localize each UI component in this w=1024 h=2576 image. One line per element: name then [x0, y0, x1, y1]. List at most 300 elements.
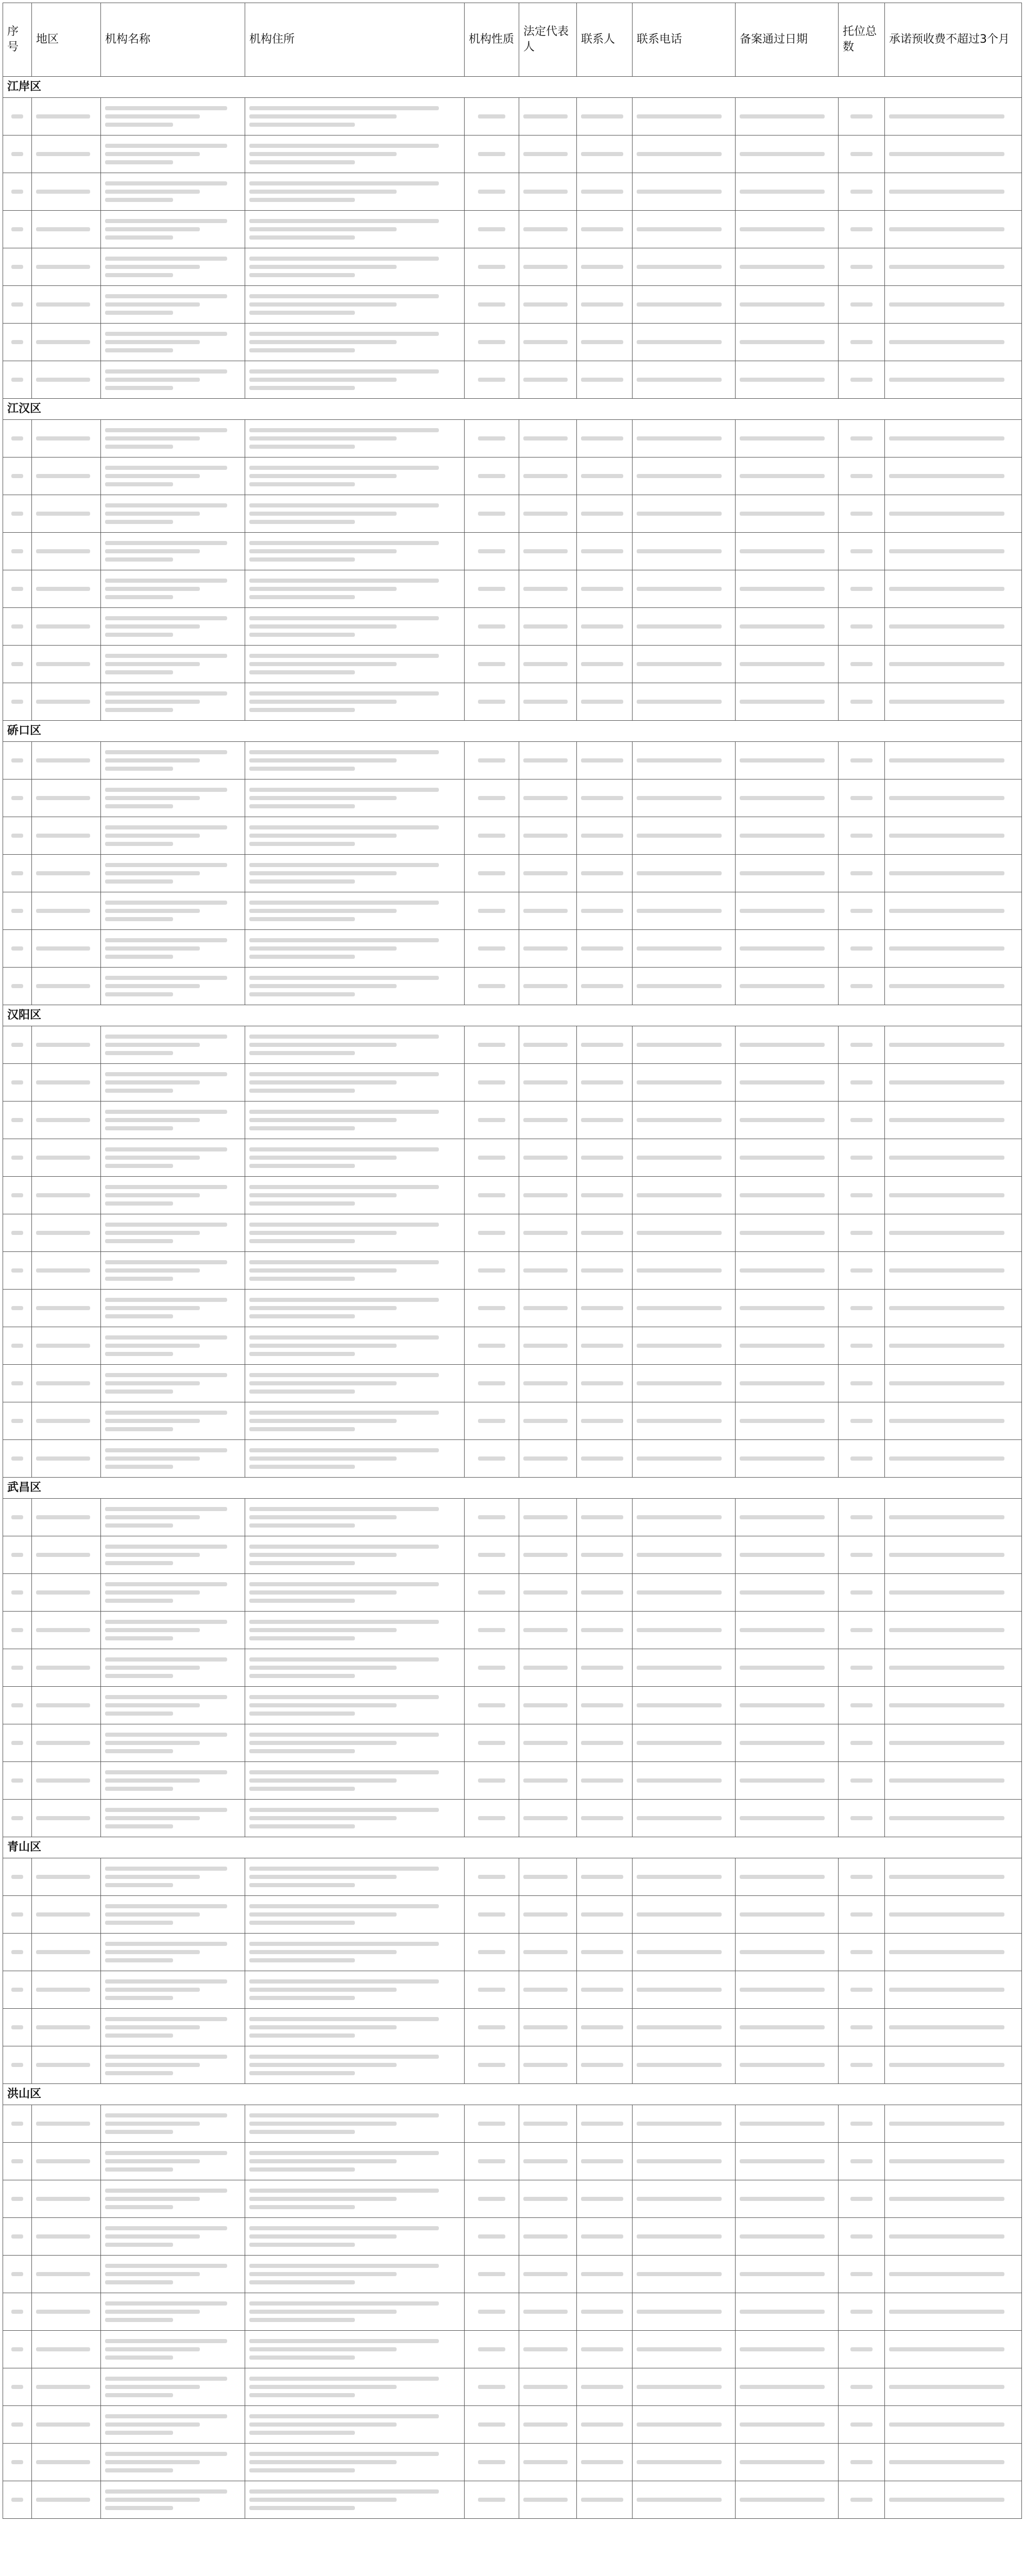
cell-phone — [633, 495, 736, 533]
cell-phone — [633, 361, 736, 399]
cell-district — [32, 1858, 101, 1896]
text-placeholder — [249, 114, 397, 118]
text-placeholder — [249, 1277, 355, 1281]
text-placeholder — [249, 2017, 439, 2021]
cell-org-type — [465, 930, 519, 968]
cell-phone — [633, 930, 736, 968]
cell-phone — [633, 211, 736, 248]
text-placeholder — [740, 871, 825, 875]
table-row — [3, 2105, 1022, 2143]
cell-contact — [577, 1499, 633, 1536]
cell-prepay-pledge — [885, 646, 1022, 683]
text-placeholder — [249, 265, 397, 269]
text-placeholder — [581, 1231, 623, 1235]
section-label: 江岸区 — [3, 77, 1022, 98]
text-placeholder — [523, 871, 568, 875]
text-placeholder — [105, 917, 173, 921]
text-placeholder — [523, 758, 568, 762]
cell-legal-rep — [519, 361, 577, 399]
text-placeholder — [105, 2071, 173, 2075]
text-placeholder — [889, 1515, 1004, 1519]
cell-org-name — [101, 2406, 245, 2444]
text-placeholder — [249, 976, 439, 980]
text-placeholder — [249, 1628, 397, 1632]
text-placeholder — [478, 1875, 505, 1879]
text-placeholder — [637, 871, 722, 875]
cell-org-name — [101, 1724, 245, 1762]
text-placeholder — [478, 1043, 505, 1047]
cell-org-type — [465, 1574, 519, 1612]
text-placeholder — [105, 1620, 227, 1624]
text-placeholder — [581, 1306, 623, 1310]
text-placeholder — [105, 1733, 227, 1737]
text-placeholder — [249, 1875, 397, 1879]
cell-district — [32, 533, 101, 570]
cell-contact — [577, 779, 633, 817]
cell-org-type — [465, 570, 519, 608]
cell-legal-rep — [519, 817, 577, 855]
cell-filing-date — [736, 1574, 839, 1612]
text-placeholder — [11, 2272, 23, 2276]
text-placeholder — [637, 1080, 722, 1084]
cell-index — [3, 98, 32, 135]
cell-org-name — [101, 2143, 245, 2180]
text-placeholder — [105, 1958, 173, 1962]
text-placeholder — [249, 1867, 439, 1871]
text-placeholder — [105, 1942, 227, 1946]
cell-legal-rep — [519, 1762, 577, 1800]
text-placeholder — [581, 946, 623, 951]
text-placeholder — [478, 834, 505, 838]
text-placeholder — [105, 691, 227, 696]
cell-filing-date — [736, 2368, 839, 2406]
table-row — [3, 286, 1022, 324]
text-placeholder — [523, 1268, 568, 1273]
text-placeholder — [889, 1703, 1004, 1707]
text-placeholder — [36, 474, 90, 478]
cell-org-type — [465, 1290, 519, 1327]
text-placeholder — [478, 1381, 505, 1385]
cell-index — [3, 968, 32, 1005]
cell-legal-rep — [519, 683, 577, 721]
text-placeholder — [740, 1193, 825, 1197]
text-placeholder — [11, 436, 23, 440]
table-row — [3, 1971, 1022, 2009]
cell-org-type — [465, 2105, 519, 2143]
cell-filing-date — [736, 1139, 839, 1177]
cell-district — [32, 1026, 101, 1064]
text-placeholder — [581, 302, 623, 307]
text-placeholder — [36, 227, 90, 231]
cell-district — [32, 173, 101, 211]
cell-contact — [577, 211, 633, 248]
cell-contact — [577, 2481, 633, 2519]
cell-prepay-pledge — [885, 570, 1022, 608]
cell-contact — [577, 1724, 633, 1762]
cell-org-name — [101, 2218, 245, 2256]
text-placeholder — [11, 946, 23, 951]
text-placeholder — [850, 1628, 873, 1632]
text-placeholder — [740, 1268, 825, 1273]
cell-phone — [633, 1440, 736, 1478]
text-placeholder — [850, 265, 873, 269]
text-placeholder — [105, 1043, 200, 1047]
text-placeholder — [249, 1921, 355, 1925]
text-placeholder — [850, 114, 873, 118]
cell-prepay-pledge — [885, 1064, 1022, 1101]
cell-district — [32, 2368, 101, 2406]
text-placeholder — [889, 2347, 1004, 2351]
text-placeholder — [523, 512, 568, 516]
text-placeholder — [850, 2498, 873, 2502]
text-placeholder — [478, 2460, 505, 2464]
cell-org-type — [465, 1101, 519, 1139]
text-placeholder — [637, 946, 722, 951]
table-row — [3, 361, 1022, 399]
cell-prepay-pledge — [885, 1026, 1022, 1064]
text-placeholder — [478, 378, 505, 382]
text-placeholder — [11, 378, 23, 382]
cell-prepay-pledge — [885, 1139, 1022, 1177]
cell-prepay-pledge — [885, 2180, 1022, 2218]
cell-org-name — [101, 2256, 245, 2293]
text-placeholder — [581, 1043, 623, 1047]
text-placeholder — [249, 512, 397, 516]
text-placeholder — [478, 1703, 505, 1707]
text-placeholder — [249, 1089, 355, 1093]
text-placeholder — [478, 796, 505, 800]
cell-org-name — [101, 1327, 245, 1365]
cell-capacity — [839, 2481, 885, 2519]
cell-filing-date — [736, 855, 839, 892]
cell-contact — [577, 324, 633, 361]
text-placeholder — [523, 1875, 568, 1879]
cell-org-type — [465, 2406, 519, 2444]
text-placeholder — [36, 1268, 90, 1273]
text-placeholder — [36, 2422, 90, 2427]
cell-org-name — [101, 930, 245, 968]
text-placeholder — [36, 2122, 90, 2126]
text-placeholder — [740, 1666, 825, 1670]
cell-index — [3, 855, 32, 892]
cell-index — [3, 1612, 32, 1649]
cell-address — [245, 2331, 465, 2368]
text-placeholder — [478, 2310, 505, 2314]
cell-filing-date — [736, 420, 839, 457]
cell-org-name — [101, 1440, 245, 1478]
text-placeholder — [740, 1515, 825, 1519]
cell-address — [245, 361, 465, 399]
cell-prepay-pledge — [885, 2481, 1022, 2519]
text-placeholder — [11, 2063, 23, 2067]
text-placeholder — [889, 2025, 1004, 2029]
cell-filing-date — [736, 2406, 839, 2444]
text-placeholder — [478, 2025, 505, 2029]
cell-filing-date — [736, 173, 839, 211]
text-placeholder — [105, 332, 227, 336]
text-placeholder — [740, 758, 825, 762]
text-placeholder — [740, 662, 825, 666]
text-placeholder — [105, 1628, 200, 1632]
text-placeholder — [249, 1666, 397, 1670]
cell-district — [32, 2406, 101, 2444]
text-placeholder — [637, 227, 722, 231]
cell-district — [32, 968, 101, 1005]
text-placeholder — [249, 1749, 355, 1753]
cell-org-type — [465, 2046, 519, 2084]
cell-capacity — [839, 1101, 885, 1139]
text-placeholder — [105, 2347, 200, 2351]
cell-prepay-pledge — [885, 1649, 1022, 1687]
text-placeholder — [249, 1507, 439, 1511]
cell-phone — [633, 2481, 736, 2519]
cell-prepay-pledge — [885, 930, 1022, 968]
cell-org-name — [101, 1252, 245, 1290]
cell-prepay-pledge — [885, 2293, 1022, 2331]
cell-prepay-pledge — [885, 608, 1022, 646]
text-placeholder — [523, 2197, 568, 2201]
text-placeholder — [36, 1515, 90, 1519]
cell-capacity — [839, 135, 885, 173]
text-placeholder — [581, 1118, 623, 1122]
text-placeholder — [36, 2460, 90, 2464]
text-placeholder — [581, 1950, 623, 1954]
cell-org-name — [101, 495, 245, 533]
text-placeholder — [36, 1816, 90, 1820]
text-placeholder — [581, 1344, 623, 1348]
text-placeholder — [249, 2339, 439, 2343]
cell-org-type — [465, 2009, 519, 2046]
cell-contact — [577, 2046, 633, 2084]
text-placeholder — [249, 474, 397, 478]
cell-district — [32, 1724, 101, 1762]
cell-org-name — [101, 286, 245, 324]
header-row — [3, 3, 1022, 77]
cell-org-type — [465, 286, 519, 324]
text-placeholder — [105, 2452, 227, 2456]
text-placeholder — [523, 624, 568, 629]
cell-index — [3, 286, 32, 324]
cell-filing-date — [736, 2331, 839, 2368]
cell-phone — [633, 173, 736, 211]
text-placeholder — [249, 1979, 439, 1984]
text-placeholder — [889, 1666, 1004, 1670]
section-row — [3, 399, 1022, 420]
cell-filing-date — [736, 1896, 839, 1934]
table-row — [3, 2256, 1022, 2293]
text-placeholder — [11, 549, 23, 553]
text-placeholder — [249, 482, 355, 486]
cell-prepay-pledge — [885, 1687, 1022, 1724]
text-placeholder — [889, 587, 1004, 591]
text-placeholder — [889, 909, 1004, 913]
cell-phone — [633, 2218, 736, 2256]
cell-phone — [633, 1499, 736, 1536]
text-placeholder — [740, 2498, 825, 2502]
text-placeholder — [581, 1666, 623, 1670]
text-placeholder — [850, 1703, 873, 1707]
text-placeholder — [581, 378, 623, 382]
text-placeholder — [523, 2122, 568, 2126]
text-placeholder — [249, 1147, 439, 1151]
table-row — [3, 2481, 1022, 2519]
table-row — [3, 1139, 1022, 1177]
text-placeholder — [105, 834, 200, 838]
cell-prepay-pledge — [885, 1290, 1022, 1327]
cell-address — [245, 135, 465, 173]
text-placeholder — [105, 2151, 227, 2155]
text-placeholder — [249, 2506, 355, 2510]
text-placeholder — [850, 2025, 873, 2029]
text-placeholder — [105, 2055, 227, 2059]
text-placeholder — [889, 834, 1004, 838]
text-placeholder — [249, 2189, 439, 2193]
cell-org-name — [101, 968, 245, 1005]
text-placeholder — [11, 1816, 23, 1820]
text-placeholder — [36, 1043, 90, 1047]
table-row — [3, 742, 1022, 779]
text-placeholder — [105, 1996, 173, 2000]
text-placeholder — [478, 1156, 505, 1160]
text-placeholder — [105, 2167, 173, 2172]
text-placeholder — [105, 1156, 200, 1160]
cell-org-name — [101, 1177, 245, 1214]
text-placeholder — [36, 2498, 90, 2502]
cell-district — [32, 1536, 101, 1574]
cell-org-type — [465, 2143, 519, 2180]
text-placeholder — [637, 1118, 722, 1122]
text-placeholder — [637, 2122, 722, 2126]
text-placeholder — [637, 909, 722, 913]
text-placeholder — [637, 624, 722, 629]
text-placeholder — [105, 1072, 227, 1076]
text-placeholder — [637, 1043, 722, 1047]
cell-prepay-pledge — [885, 1762, 1022, 1800]
text-placeholder — [249, 106, 439, 110]
text-placeholder — [105, 466, 227, 470]
text-placeholder — [249, 708, 355, 712]
text-placeholder — [249, 1352, 355, 1356]
text-placeholder — [740, 1553, 825, 1557]
text-placeholder — [850, 1344, 873, 1348]
cell-phone — [633, 968, 736, 1005]
cell-address — [245, 324, 465, 361]
cell-capacity — [839, 930, 885, 968]
text-placeholder — [36, 758, 90, 762]
text-placeholder — [581, 2197, 623, 2201]
cell-legal-rep — [519, 1574, 577, 1612]
cell-phone — [633, 1896, 736, 1934]
cell-org-name — [101, 1499, 245, 1536]
text-placeholder — [637, 2310, 722, 2314]
cell-address — [245, 855, 465, 892]
text-placeholder — [249, 2122, 397, 2126]
text-placeholder — [249, 1314, 355, 1318]
cell-district — [32, 211, 101, 248]
text-placeholder — [581, 2347, 623, 2351]
cell-legal-rep — [519, 420, 577, 457]
text-placeholder — [889, 624, 1004, 629]
text-placeholder — [889, 1043, 1004, 1047]
text-placeholder — [637, 302, 722, 307]
text-placeholder — [105, 1231, 200, 1235]
cell-address — [245, 1800, 465, 1837]
cell-prepay-pledge — [885, 2331, 1022, 2368]
cell-capacity — [839, 1971, 885, 2009]
cell-contact — [577, 1101, 633, 1139]
cell-prepay-pledge — [885, 248, 1022, 286]
text-placeholder — [249, 1883, 355, 1887]
table-row — [3, 248, 1022, 286]
cell-capacity — [839, 1934, 885, 1971]
text-placeholder — [850, 474, 873, 478]
cell-legal-rep — [519, 1402, 577, 1440]
cell-prepay-pledge — [885, 1574, 1022, 1612]
text-placeholder — [105, 1427, 173, 1431]
text-placeholder — [889, 1912, 1004, 1917]
cell-prepay-pledge — [885, 324, 1022, 361]
text-placeholder — [637, 2272, 722, 2276]
text-placeholder — [105, 670, 173, 674]
cell-index — [3, 1440, 32, 1478]
text-placeholder — [105, 2234, 200, 2239]
cell-contact — [577, 2218, 633, 2256]
text-placeholder — [249, 1590, 397, 1595]
text-placeholder — [249, 1988, 397, 1992]
text-placeholder — [36, 340, 90, 344]
text-placeholder — [523, 700, 568, 704]
text-placeholder — [740, 378, 825, 382]
cell-org-name — [101, 1064, 245, 1101]
cell-org-type — [465, 1365, 519, 1402]
text-placeholder — [478, 1306, 505, 1310]
text-placeholder — [249, 144, 439, 148]
text-placeholder — [637, 1590, 722, 1595]
cell-capacity — [839, 1574, 885, 1612]
cell-legal-rep — [519, 2218, 577, 2256]
text-placeholder — [105, 1904, 227, 1908]
text-placeholder — [36, 1703, 90, 1707]
text-placeholder — [105, 1741, 200, 1745]
text-placeholder — [105, 1126, 173, 1130]
text-placeholder — [249, 1770, 439, 1774]
text-placeholder — [249, 1164, 355, 1168]
cell-district — [32, 608, 101, 646]
text-placeholder — [249, 445, 355, 449]
text-placeholder — [105, 976, 227, 980]
text-placeholder — [478, 1628, 505, 1632]
text-placeholder — [105, 1988, 200, 1992]
text-placeholder — [523, 227, 568, 231]
col-header-prepay-pledge: 承诺预收费不超过3个月 — [885, 3, 1022, 77]
table-row — [3, 930, 1022, 968]
text-placeholder — [850, 2159, 873, 2163]
cell-filing-date — [736, 1290, 839, 1327]
text-placeholder — [249, 1703, 397, 1707]
text-placeholder — [249, 587, 397, 591]
text-placeholder — [249, 616, 439, 620]
text-placeholder — [249, 1523, 355, 1528]
cell-address — [245, 2444, 465, 2481]
cell-address — [245, 2143, 465, 2180]
cell-phone — [633, 1252, 736, 1290]
cell-contact — [577, 570, 633, 608]
cell-district — [32, 495, 101, 533]
cell-phone — [633, 2331, 736, 2368]
text-placeholder — [637, 436, 722, 440]
text-placeholder — [637, 700, 722, 704]
text-placeholder — [581, 474, 623, 478]
